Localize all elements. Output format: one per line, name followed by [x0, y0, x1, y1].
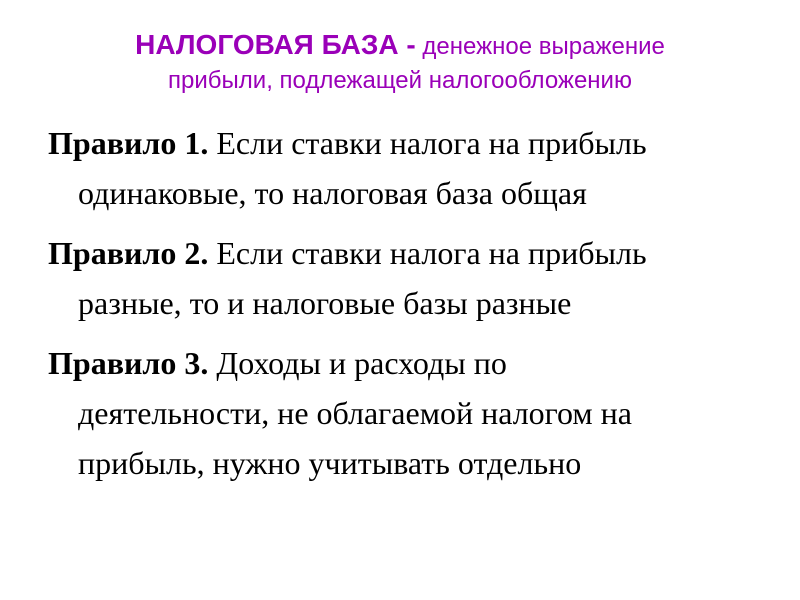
rule-2-text: Если ставки налога на прибыль [216, 235, 647, 271]
rule-2-first-line [48, 228, 768, 278]
slide-title [0, 28, 800, 98]
rule-2-continuation: разные, то и налоговые базы разные [78, 285, 572, 321]
title-second-line: прибыли, подлежащей налогообложению [168, 67, 632, 94]
rule-3-first-line [48, 338, 768, 388]
rule-2 [48, 228, 768, 328]
rule-3-continuation-2: прибыль, нужно учитывать отдельно [78, 445, 582, 481]
rule-3-text: Доходы и расходы по [216, 345, 507, 381]
rule-1-first-line [48, 118, 768, 168]
rule-1-text: Если ставки налога на прибыль [216, 125, 647, 161]
title-rest-part: денежное выражение [422, 33, 665, 60]
rule-3-continuation-1: деятельности, не облагаемой налогом на [78, 395, 632, 431]
rule-1 [48, 118, 768, 218]
title-bold-part: НАЛОГОВАЯ БАЗА - [135, 29, 416, 60]
rule-3 [48, 338, 768, 488]
rules-list [48, 118, 768, 498]
rule-3-heading: Правило 3. [48, 345, 209, 381]
rule-1-continuation: одинаковые, то налоговая база общая [78, 175, 587, 211]
rule-2-heading: Правило 2. [48, 235, 209, 271]
rule-1-heading: Правило 1. [48, 125, 209, 161]
